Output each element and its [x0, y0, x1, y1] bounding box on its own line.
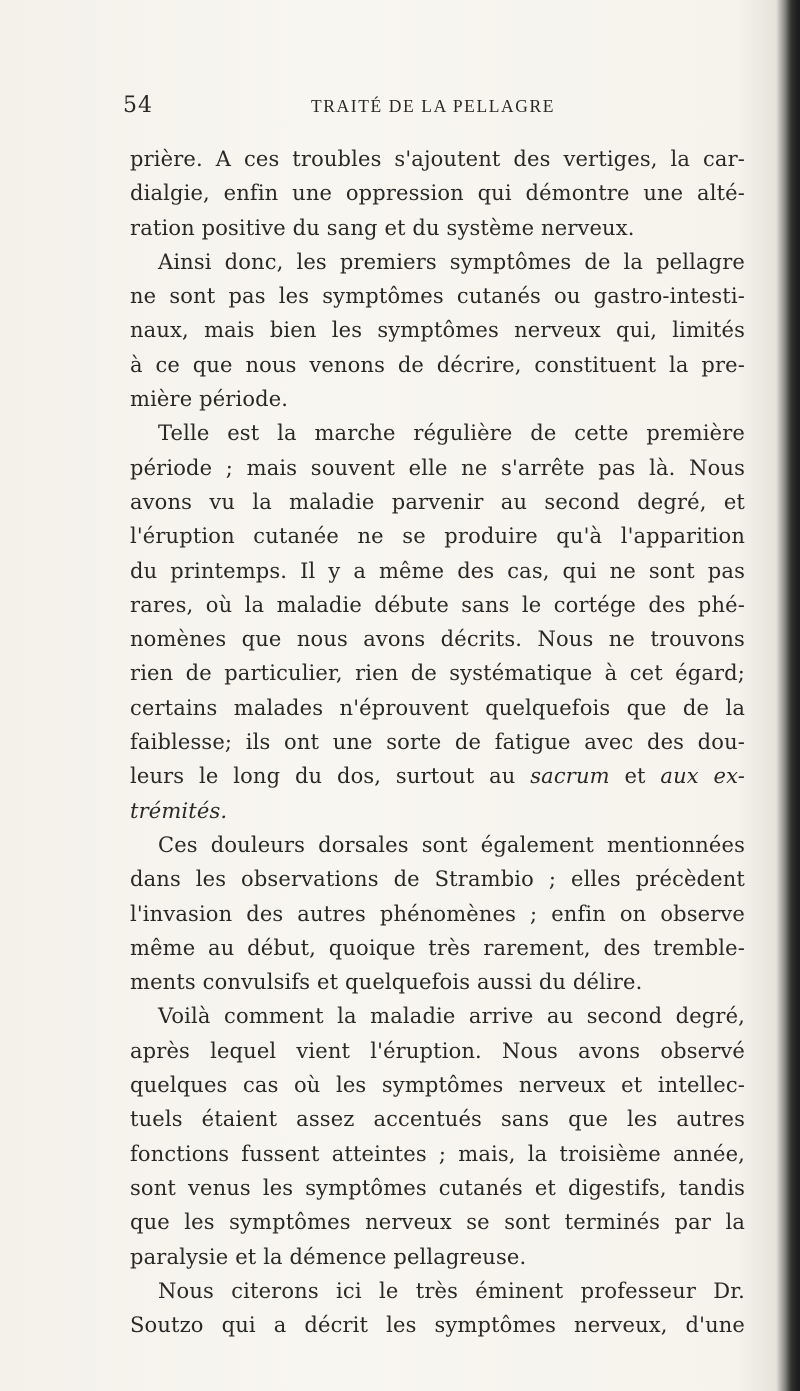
- text-line: ments convulsifs et quelquefois aussi du délire.: [130, 970, 643, 995]
- text-line: certains malades n'éprouvent quelquefois que de la: [130, 695, 745, 720]
- text-line: paralysie et la démence pellagreuse.: [130, 1244, 527, 1269]
- page-edge-shadow: [786, 0, 800, 1391]
- text-line: rien de particulier, rien de systématique à cet égard;: [130, 661, 745, 686]
- page-header: [123, 93, 743, 121]
- italic-term: aux ex-: [660, 764, 745, 789]
- text-line: l'éruption cutanée ne se produire qu'à l'apparition: [130, 524, 745, 549]
- text-line: Ainsi donc, les premiers symptômes de la pellagre: [158, 249, 745, 274]
- text-line: [130, 794, 745, 828]
- text-segment: et: [624, 764, 646, 789]
- text-line: du printemps. Il y a même des cas, qui ne sont pas: [130, 558, 745, 583]
- text-line-mixed: [130, 759, 745, 793]
- running-title: TRAITÉ DE LA PELLAGRE: [311, 96, 556, 116]
- italic-term: sacrum: [530, 764, 610, 789]
- text-line: à ce que nous venons de décrire, constituent la pre-: [130, 352, 745, 377]
- text-line: mière période.: [130, 387, 289, 412]
- text-line: période ; mais souvent elle ne s'arrête pas là. Nous: [130, 455, 745, 480]
- text-line: même au début, quoique très rarement, des tremble-: [130, 935, 745, 960]
- text-line: que les symptômes nerveux se sont terminés par la: [130, 1210, 745, 1235]
- text-line: ne sont pas les symptômes cutanés ou gastro-intesti-: [130, 284, 745, 309]
- text-segment: leurs le long du dos, surtout au: [130, 764, 516, 789]
- text-line: Telle est la marche régulière de cette première: [158, 421, 745, 446]
- page-number: 54: [123, 93, 153, 118]
- text-line: sont venus les symptômes cutanés et digestifs, tandis: [130, 1175, 745, 1200]
- text-line: dans les observations de Strambio ; elles précèdent: [130, 867, 745, 892]
- text-line: Soutzo qui a décrit les symptômes nerveux, d'une: [130, 1313, 745, 1338]
- text-line: rares, où la maladie débute sans le cortége des phé-: [130, 592, 745, 617]
- body-text: [130, 142, 745, 1342]
- text-line: naux, mais bien les symptômes nerveux qui, limités: [130, 318, 745, 343]
- text-line: tuels étaient assez accentués sans que les autres: [130, 1107, 745, 1132]
- text-line: prière. A ces troubles s'ajoutent des vertiges, la car-: [130, 147, 745, 171]
- text-line: Ces douleurs dorsales sont également mentionnées: [158, 832, 745, 857]
- text-line: nomènes que nous avons décrits. Nous ne trouvons: [130, 627, 745, 652]
- text-line: fonctions fussent atteintes ; mais, la troisième année,: [130, 1141, 745, 1166]
- text-line: après lequel vient l'éruption. Nous avons observé: [130, 1038, 745, 1063]
- text-line: ration positive du sang et du système nerveux.: [130, 215, 635, 240]
- italic-term: trémités.: [130, 798, 228, 823]
- text-line: Nous citerons ici le très éminent professeur Dr.: [158, 1278, 745, 1303]
- text-line: faiblesse; ils ont une sorte de fatigue avec des dou-: [130, 730, 745, 755]
- text-line: Voilà comment la maladie arrive au second degré,: [158, 1004, 745, 1029]
- text-line: avons vu la maladie parvenir au second degré, et: [130, 489, 745, 514]
- text-line: l'invasion des autres phénomènes ; enfin on observe: [130, 901, 745, 926]
- text-line: dialgie, enfin une oppression qui démontre une alté-: [130, 181, 745, 206]
- text-line: quelques cas où les symptômes nerveux et intellec-: [130, 1073, 745, 1098]
